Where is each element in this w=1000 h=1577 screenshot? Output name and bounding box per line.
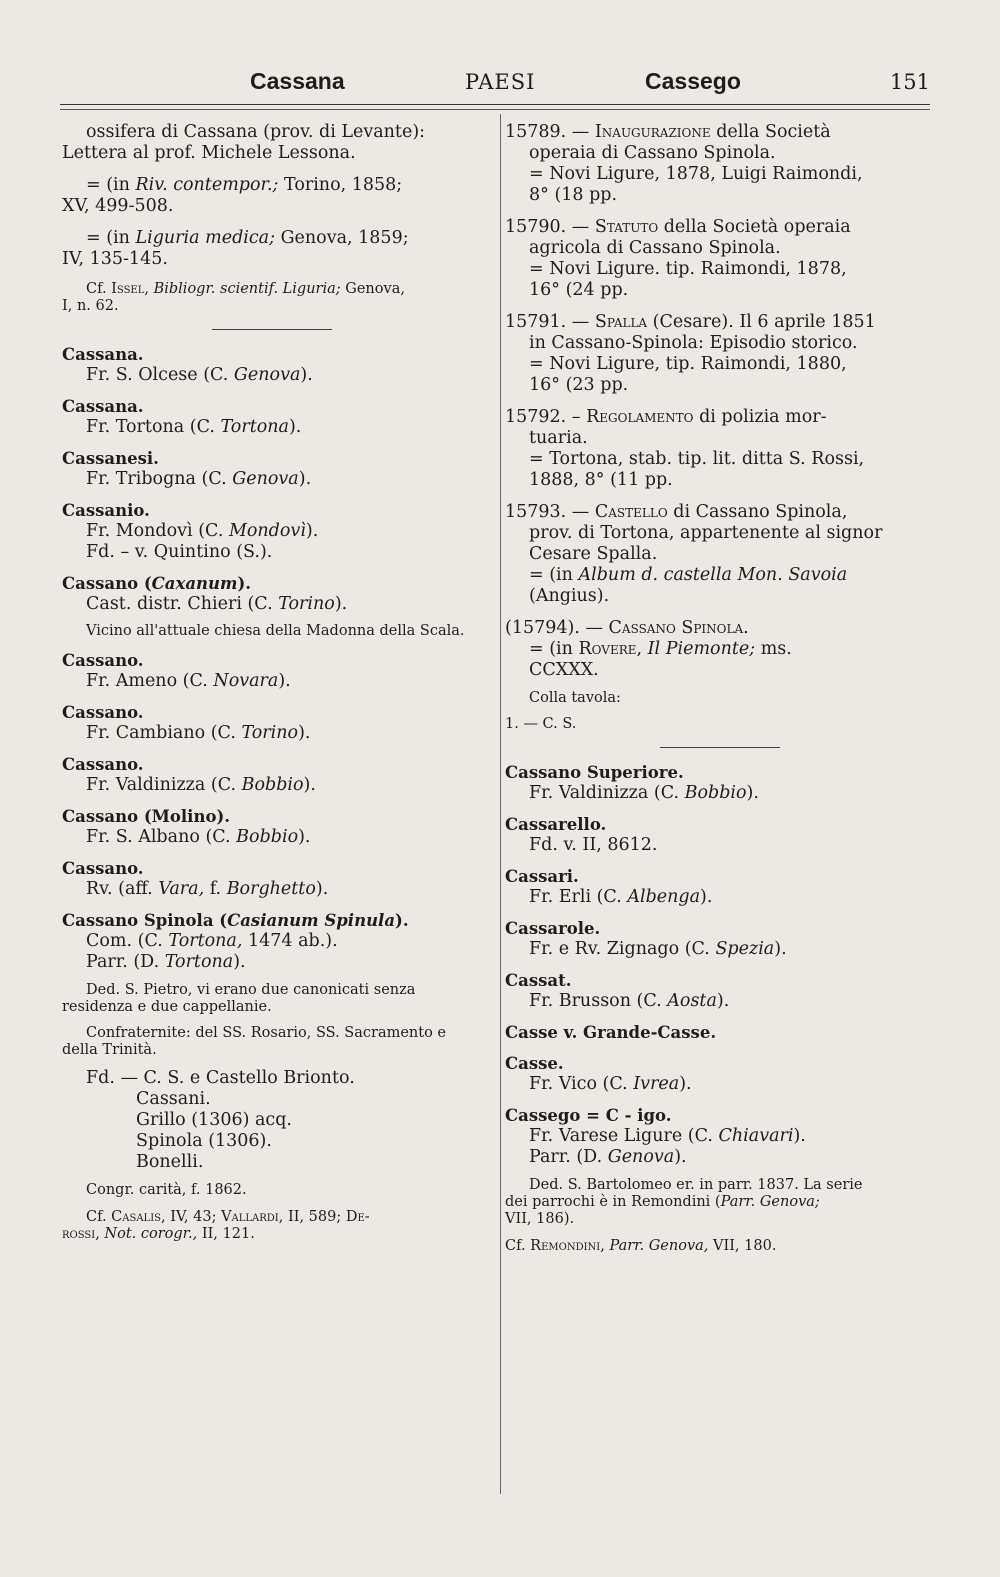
entry-head: Casse v. Grande-Casse. — [505, 1023, 717, 1042]
entry-head: Cassano (Caxanum). — [62, 574, 252, 593]
riv-line-1: = (in Riv. contempor.; Torino, 1858; — [86, 175, 403, 195]
bib-line: operaia di Cassano Spinola. — [529, 143, 776, 163]
entry-line: Cassani. — [136, 1089, 211, 1109]
entry-line: Spinola (1306). — [136, 1131, 272, 1151]
entry-head: Cassano. — [62, 859, 144, 878]
entry-line: Fd. — C. S. e Castello Brionto. — [86, 1068, 355, 1088]
entry-head: Cassarello. — [505, 815, 607, 834]
entry-head: Cassego = C - igo. — [505, 1106, 672, 1125]
bib-line: Cesare Spalla. — [529, 544, 658, 564]
entry-line: Fr. Brusson (C. Aosta). — [529, 991, 730, 1011]
entry-note: Ded. S. Bartolomeo er. in parr. 1837. La serie — [529, 1177, 863, 1193]
bib-line: agricola di Cassano Spinola. — [529, 238, 781, 258]
right-column — [505, 122, 935, 1255]
bib-note: 1. — C. S. — [505, 716, 577, 732]
bib-note: Colla tavola: — [529, 690, 621, 706]
entry-line: Fr. S. Olcese (C. Genova). — [86, 365, 313, 385]
bib-line: = Novi Ligure, tip. Raimondi, 1880, — [529, 354, 847, 374]
bib-line: = (in Rovere, Il Piemonte; ms. — [529, 639, 792, 659]
entry-line: Fr. S. Albano (C. Bobbio). — [86, 827, 311, 847]
entry-line: Grillo (1306) acq. — [136, 1110, 292, 1130]
section-rule — [212, 329, 332, 330]
entry-head: Cassano. — [62, 703, 144, 722]
header-left: Cassana — [250, 68, 345, 94]
entry-line: Fr. Ameno (C. Novara). — [86, 671, 291, 691]
entry-line: Fr. Mondovì (C. Mondovì). — [86, 521, 319, 541]
entry-head: Cassana. — [62, 345, 144, 364]
cf-issel-line-1: Cf. Issel, Bibliogr. scientif. Liguria; Genova, — [86, 281, 405, 297]
entry-note: Vicino all'attuale chiesa della Madonna della Scala. — [86, 623, 465, 639]
bib-line: 15791. — Spalla (Cesare). Il 6 aprile 1851 — [505, 312, 876, 332]
entry-head: Cassari. — [505, 867, 579, 886]
entry-line: Fr. Erli (C. Albenga). — [529, 887, 713, 907]
page-number: 151 — [889, 70, 930, 94]
entry-line: Fr. Tribogna (C. Genova). — [86, 469, 312, 489]
entry-head: Cassat. — [505, 971, 572, 990]
header-rule — [60, 104, 930, 105]
bib-line: = Tortona, stab. tip. lit. ditta S. Rossi, — [529, 449, 865, 469]
bib-line: = Novi Ligure. tip. Raimondi, 1878, — [529, 259, 847, 279]
bib-line: 15792. – Regolamento di polizia mor- — [505, 407, 827, 427]
cf-remondini: Cf. Remondini, Parr. Genova, VII, 180. — [505, 1238, 777, 1254]
entry-head: Cassano (Molino). — [62, 807, 231, 826]
bib-line: 15789. — Inaugurazione della Società — [505, 122, 831, 142]
entry-head: Cassana. — [62, 397, 144, 416]
entry-line: Fr. Tortona (C. Tortona). — [86, 417, 302, 437]
liguria-line-2: IV, 135-145. — [62, 249, 168, 269]
entry-note: Ded. S. Pietro, vi erano due canonicati senza residenza e due cappellanie. — [62, 982, 416, 1015]
entry-line: Parr. (D. Tortona). — [86, 952, 246, 972]
entry-line: Com. (C. Tortona, 1474 ab.). — [86, 931, 338, 951]
entry-note: Congr. carità, f. 1862. — [86, 1182, 247, 1198]
cf-casalis-line-2: rossi, Not. corogr., II, 121. — [62, 1226, 255, 1242]
column-divider — [500, 114, 501, 1494]
section-rule — [660, 747, 780, 748]
entry-line: Cast. distr. Chieri (C. Torino). — [86, 594, 348, 614]
bib-line: 16° (24 pp. — [529, 280, 629, 300]
ossifera-line-2: Lettera al prof. Michele Lessona. — [62, 143, 356, 163]
entry-line: Bonelli. — [136, 1152, 204, 1172]
entry-head: Cassano Spinola (Casianum Spinula). — [62, 911, 409, 930]
running-header — [60, 68, 930, 104]
entry-line: Fr. Vico (C. Ivrea). — [529, 1074, 692, 1094]
entry-note: dei parrochi è in Remondini (Parr. Genova; — [505, 1194, 820, 1210]
bib-line: prov. di Tortona, appartenente al signor — [529, 523, 883, 543]
ossifera-line-1: ossifera di Cassana (prov. di Levante): — [86, 122, 426, 142]
bib-line: = Novi Ligure, 1878, Luigi Raimondi, — [529, 164, 863, 184]
liguria-line-1: = (in Liguria medica; Genova, 1859; — [86, 228, 409, 248]
bib-line: 8° (18 pp. — [529, 185, 618, 205]
entry-head: Cassanio. — [62, 501, 150, 520]
cf-casalis-line-1: Cf. Casalis, IV, 43; Vallardi, II, 589; De- — [86, 1209, 370, 1225]
entry-line: Rv. (aff. Vara, f. Borghetto). — [86, 879, 329, 899]
bib-line: = (in Album d. castella Mon. Savoia — [529, 565, 848, 585]
entry-line: Fr. Valdinizza (C. Bobbio). — [86, 775, 316, 795]
header-center: PAESI — [465, 70, 536, 94]
entry-head: Casse. — [505, 1054, 564, 1073]
entry-line: Fr. Cambiano (C. Torino). — [86, 723, 311, 743]
left-column — [62, 122, 482, 1243]
entry-head: Cassano. — [62, 651, 144, 670]
bib-line: in Cassano-Spinola: Episodio storico. — [529, 333, 858, 353]
bib-line: (Angius). — [529, 586, 610, 606]
entry-line: Fd. – v. Quintino (S.). — [86, 542, 273, 562]
entry-note: VII, 186). — [505, 1211, 575, 1227]
bib-line: 16° (23 pp. — [529, 375, 629, 395]
entry-line: Fd. v. II, 8612. — [529, 835, 658, 855]
entry-head: Cassanesi. — [62, 449, 159, 468]
header-rule-thin — [60, 109, 930, 110]
bib-line: 1888, 8° (11 pp. — [529, 470, 673, 490]
entry-line: Fr. e Rv. Zignago (C. Spezia). — [529, 939, 787, 959]
riv-line-2: XV, 499-508. — [62, 196, 174, 216]
bib-line: 15793. — Castello di Cassano Spinola, — [505, 502, 848, 522]
entry-head: Cassano. — [62, 755, 144, 774]
cf-issel-line-2: I, n. 62. — [62, 298, 119, 314]
bib-line: (15794). — Cassano Spinola. — [505, 618, 749, 638]
bib-line: tuaria. — [529, 428, 588, 448]
entry-note: Confraternite: del SS. Rosario, SS. Sacramento e della Trinità. — [62, 1025, 447, 1058]
entry-line: Parr. (D. Genova). — [529, 1147, 687, 1167]
entry-head: Cassano Superiore. — [505, 763, 684, 782]
bib-line: CCXXX. — [529, 660, 599, 680]
header-right: Cassego — [645, 68, 741, 94]
entry-line: Fr. Valdinizza (C. Bobbio). — [529, 783, 759, 803]
bib-line: 15790. — Statuto della Società operaia — [505, 217, 851, 237]
entry-head: Cassarole. — [505, 919, 601, 938]
entry-line: Fr. Varese Ligure (C. Chiavari). — [529, 1126, 806, 1146]
